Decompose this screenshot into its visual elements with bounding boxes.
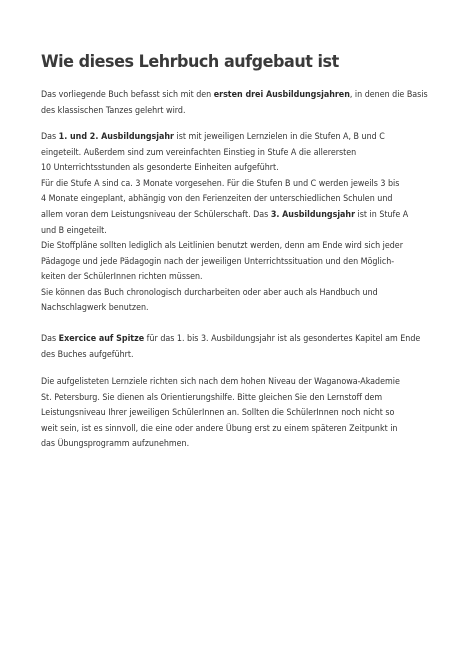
text-line: weit sein, ist es sinnvoll, die eine oder andere Übung erst zu einem späteren Zeitpunkt in xyxy=(41,422,398,433)
text-line: 10 Unterrichtsstunden als gesonderte Einheiten aufgeführt. xyxy=(41,162,279,173)
text-line: des Buches aufgeführt. xyxy=(41,348,134,359)
text-line: Pädagoge und jede Pädagogin nach der jeweiligen Unterrichtssituation und den Möglich- xyxy=(41,255,395,266)
text-line: des klassischen Tanzes gelehrt wird. xyxy=(41,104,186,115)
text-line: Die aufgelisteten Lernziele richten sich nach dem hohen Niveau der Waganowa-Akademie xyxy=(41,376,400,386)
text-line: Die Stoffpläne sollten lediglich als Leitlinien benutzt werden, denn am Ende wird sich jeder xyxy=(41,240,403,250)
paragraph-exercice-auf-spitze xyxy=(41,331,440,362)
text-line: eingeteilt. Außerdem sind zum vereinfachten Einstieg in Stufe A die allerersten xyxy=(41,146,357,157)
text-line: Sie können das Buch chronologisch durcharbeiten oder aber auch als Handbuch und xyxy=(41,286,378,297)
text-line xyxy=(41,331,420,347)
text-run: ist mit jeweiligen Lernzielen in die Stufen A, B und C xyxy=(173,131,385,141)
text-line xyxy=(41,129,408,145)
text-line: keiten der SchülerInnen richten müssen. xyxy=(41,271,203,282)
text-line: Nachschlagwerk benutzen. xyxy=(41,302,149,313)
text-line: und B eingeteilt. xyxy=(41,224,107,235)
text-line: Für die Stufe A sind ca. 3 Monate vorgesehen. Für die Stufen B und C werden jeweils 3 bis xyxy=(41,177,400,188)
paragraph-intro xyxy=(41,87,448,118)
text-line xyxy=(41,207,408,223)
emphasis-exercice-auf-spitze: Exercice auf Spitze xyxy=(58,333,145,343)
text-line: 4 Monate eingeplant, abhängig von den Ferienzeiten der unterschiedlichen Schulen und xyxy=(41,193,393,204)
text-run: Das xyxy=(41,131,59,141)
text-line: St. Petersburg. Sie dienen als Orientierungshilfe. Bitte gleichen Sie den Lernstoff dem xyxy=(41,391,383,402)
text-line: Leistungsniveau Ihrer jeweiligen SchülerInnen an. Sollten die SchülerInnen noch nicht so xyxy=(41,407,395,418)
text-run: Das xyxy=(41,333,59,343)
emphasis-3-ausbildungsjahr: 3. Ausbildungsjahr xyxy=(270,208,356,219)
emphasis-ersten-drei-ausbildungsjahren: ersten drei Ausbildungsjahren xyxy=(213,89,350,99)
text-line xyxy=(41,87,428,103)
emphasis-1-und-2-ausbildungsjahr: 1. und 2. Ausbildungsjahr xyxy=(58,131,174,141)
text-run: , in denen die Basis xyxy=(349,89,428,99)
text-line: das Übungsprogramm aufzunehmen. xyxy=(41,438,190,449)
text-run: für das 1. bis 3. Ausbildungsjahr ist als gesondertes Kapitel am Ende xyxy=(144,333,421,343)
paragraph-stoffplaene xyxy=(41,238,422,316)
paragraph-ausbildungsjahre xyxy=(41,129,428,238)
text-run: Das vorliegende Buch befasst sich mit den xyxy=(41,89,214,99)
paragraph-lernziele xyxy=(41,374,419,452)
text-run: allem voran dem Leistungsniveau der Schülerschaft. Das xyxy=(41,208,271,219)
text-run: ist in Stufe A xyxy=(355,208,409,219)
page-title: Wie dieses Lehrbuch aufgebaut ist xyxy=(41,52,339,72)
